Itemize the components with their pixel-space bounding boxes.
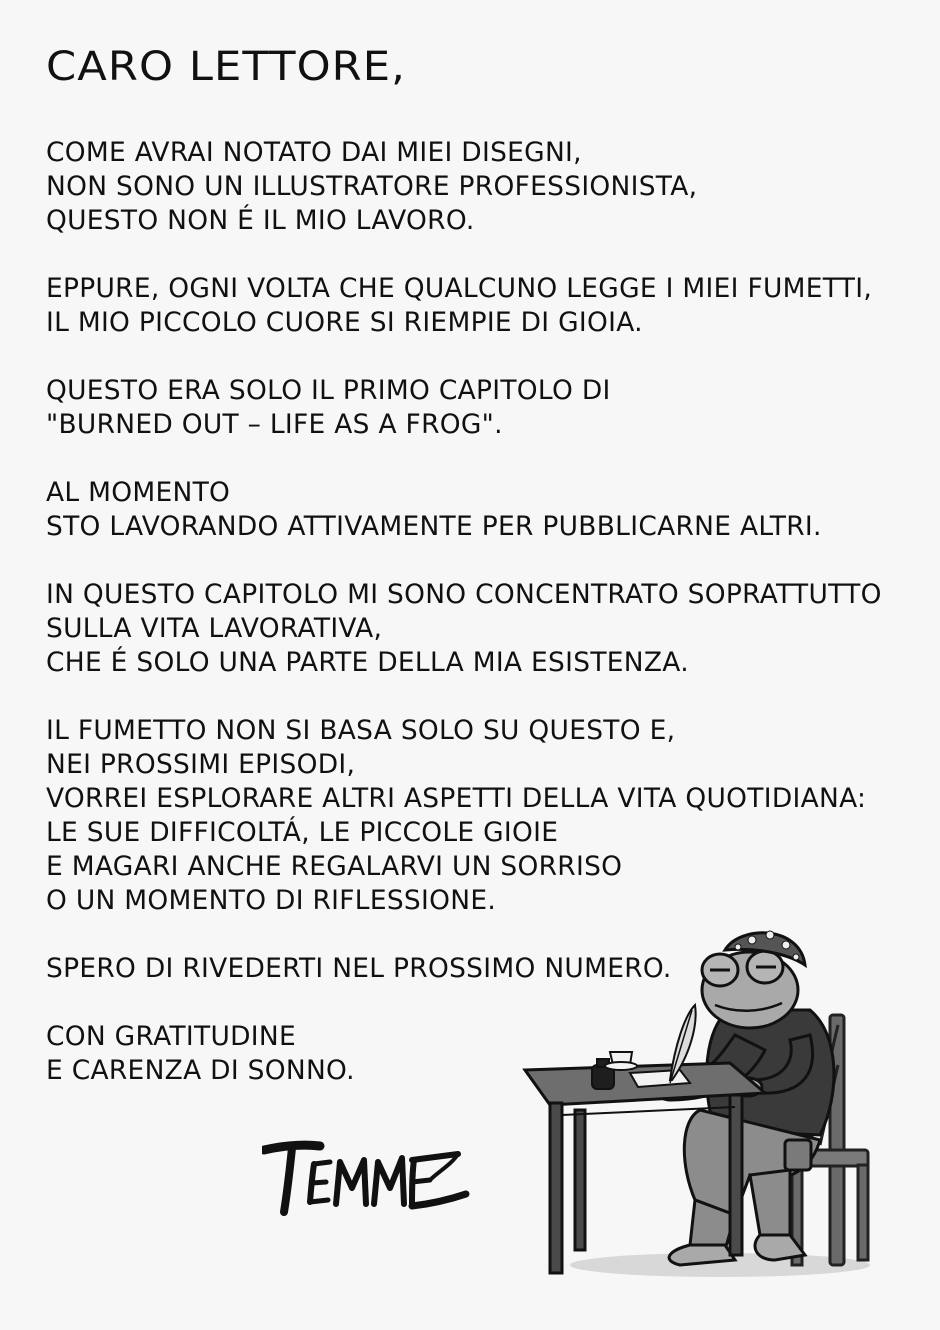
text-line: IN QUESTO CAPITOLO MI SONO CONCENTRATO SOPRATTUTTO — [46, 579, 882, 610]
text-line: O UN MOMENTO DI RIFLESSIONE. — [46, 885, 497, 916]
paragraph-6 — [46, 714, 916, 918]
paragraph-4 — [46, 476, 916, 544]
text-line: QUESTO NON É IL MIO LAVORO. — [46, 205, 475, 236]
text-line: NON SONO UN ILLUSTRATORE PROFESSIONISTA, — [46, 171, 698, 202]
text-line: STO LAVORANDO ATTIVAMENTE PER PUBBLICARNE ALTRI. — [46, 511, 822, 542]
paragraph-2 — [46, 272, 916, 340]
text-line: SPERO DI RIVEDERTI NEL PROSSIMO NUMERO. — [46, 953, 672, 984]
text-line: LE SUE DIFFICOLTÁ, LE PICCOLE GIOIE — [46, 817, 559, 848]
frog-writing-at-desk-icon — [520, 915, 880, 1285]
text-line: CON GRATITUDINE — [46, 1021, 296, 1052]
text-line: "BURNED OUT – LIFE AS A FROG". — [46, 409, 503, 440]
text-line: SULLA VITA LAVORATIVA, — [46, 613, 383, 644]
letter-greeting: CARO LETTORE, — [46, 44, 406, 90]
text-line: VORREI ESPLORARE ALTRI ASPETTI DELLA VITA QUOTIDIANA: — [46, 783, 867, 814]
text-line: IL MIO PICCOLO CUORE SI RIEMPIE DI GIOIA. — [46, 307, 643, 338]
text-line: EPPURE, OGNI VOLTA CHE QUALCUNO LEGGE I MIEI FUMETTI, — [46, 273, 873, 304]
text-line: IL FUMETTO NON SI BASA SOLO SU QUESTO E, — [46, 715, 676, 746]
paragraph-5 — [46, 578, 916, 680]
text-line: NEI PROSSIMI EPISODI, — [46, 749, 356, 780]
paragraph-3 — [46, 374, 916, 442]
text-line: E MAGARI ANCHE REGALARVI UN SORRISO — [46, 851, 623, 882]
text-line: COME AVRAI NOTATO DAI MIEI DISEGNI, — [46, 137, 582, 168]
paragraph-1 — [46, 136, 916, 238]
signature — [262, 1132, 472, 1222]
text-line: AL MOMENTO — [46, 477, 231, 508]
text-line: CHE É SOLO UNA PARTE DELLA MIA ESISTENZA. — [46, 647, 689, 678]
text-line: E CARENZA DI SONNO. — [46, 1055, 355, 1086]
text-line: QUESTO ERA SOLO IL PRIMO CAPITOLO DI — [46, 375, 611, 406]
